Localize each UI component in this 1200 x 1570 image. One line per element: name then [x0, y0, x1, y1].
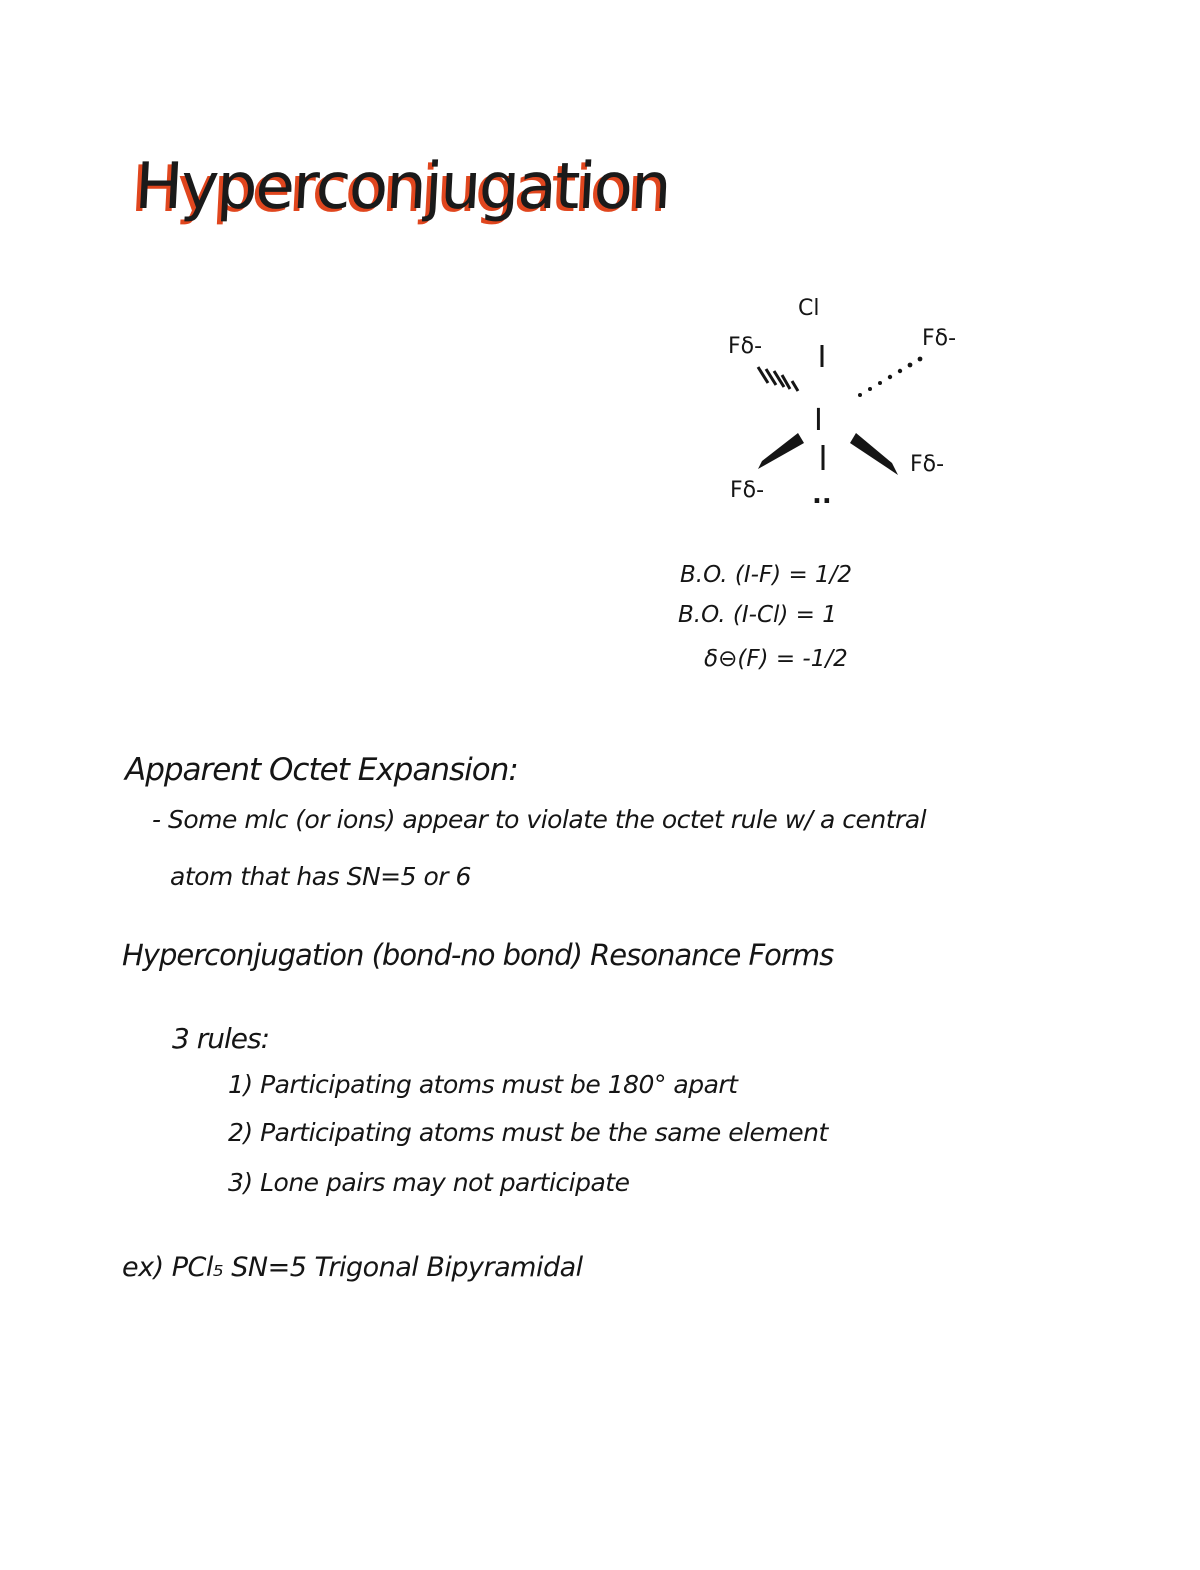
rules-label: 3 rules: [172, 1022, 269, 1055]
upper-right-f-label: Fδ- [922, 326, 957, 351]
upper-right-hashed-bond [858, 357, 922, 397]
lower-left-f-label: Fδ- [730, 478, 765, 503]
rule-3: 3) Lone pairs may not participate [228, 1168, 630, 1197]
lower-left-wedge-bond [758, 433, 804, 469]
example-pcl5: ex) PCl₅ SN=5 Trigonal Bipyramidal [122, 1252, 583, 1283]
rule-1: 1) Participating atoms must be 180° apart [228, 1070, 738, 1099]
octet-expansion-line-2: atom that has SN=5 or 6 [170, 862, 471, 891]
section-heading-octet-expansion: Apparent Octet Expansion: [125, 752, 518, 788]
octet-expansion-line-1: - Some mlc (or ions) appear to violate the octet rule w/ a central [152, 805, 927, 834]
upper-left-hashed-bond [758, 367, 798, 391]
rule-2: 2) Participating atoms must be the same element [228, 1118, 828, 1147]
molecule-diagram [700, 285, 1000, 525]
bond-order-if: B.O. (I-F) = 1/2 [680, 562, 853, 588]
lower-right-f-label: Fδ- [910, 452, 945, 477]
section-heading-hyperconjugation: Hyperconjugation (bond-no bond) Resonance Forms [122, 938, 834, 972]
page-title: Hyperconjugation [133, 150, 672, 224]
bond-order-icl: B.O. (I-Cl) = 1 [678, 602, 837, 628]
center-atom-label: I [814, 403, 823, 438]
lone-pair: .. [812, 480, 832, 510]
lower-right-wedge-bond [850, 433, 898, 475]
upper-left-f-label: Fδ- [728, 334, 763, 359]
top-atom-label: Cl [798, 296, 820, 321]
formal-charge-f: δ⊖(F) = -1/2 [704, 646, 848, 672]
